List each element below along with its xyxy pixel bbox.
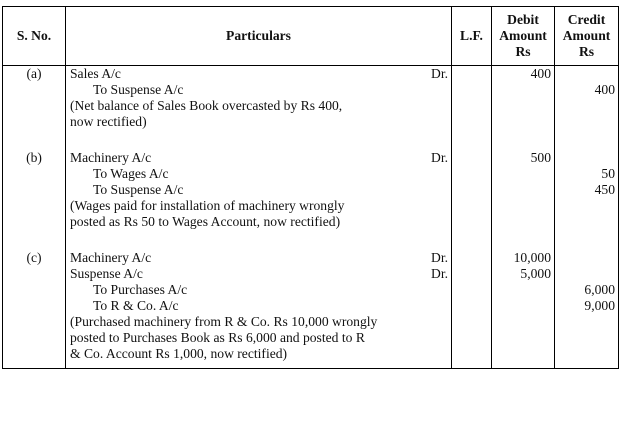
sno-label: (b) [26,150,42,165]
dr-label: Dr. [431,66,448,81]
credit-amount: 9,000 [584,298,615,313]
credit-amount: 50 [601,166,615,181]
entry-lf [452,250,492,369]
sno-label: (c) [26,250,42,265]
entry-credit-amounts [555,66,619,151]
header-lf: L.F. [452,7,492,66]
header-debit-line2: Amount [499,28,547,43]
debit-account-line [70,66,451,82]
journal-entry-a [3,66,619,151]
journal-entry-c [3,250,619,369]
narration-line: (Purchased machinery from R & Co. Rs 10,000 wrongly [70,314,378,329]
header-particulars: Particulars [66,7,452,66]
credit-account: To Wages A/c [93,166,169,181]
debit-amount: 400 [530,66,551,81]
entry-credit-amounts [555,150,619,250]
entry-credit-amounts [555,250,619,369]
header-credit-amount [555,7,619,66]
entry-debit-amounts [492,150,555,250]
header-debit-line1: Debit [507,12,539,27]
header-row [3,7,619,66]
entry-sno [3,250,66,369]
journal-entry-b [3,150,619,250]
entry-lf [452,66,492,151]
narration-line: posted as Rs 50 to Wages Account, now rectified) [70,214,341,229]
dr-label: Dr. [431,266,448,281]
journal-table [2,6,619,369]
debit-account: Sales A/c [70,66,121,81]
entry-sno [3,150,66,250]
header-debit-amount [492,7,555,66]
entry-particulars [66,66,452,151]
credit-amount: 450 [594,182,615,197]
credit-account: To Suspense A/c [93,182,184,197]
debit-account-line [70,266,451,282]
narration-line: now rectified) [70,114,147,129]
credit-account: To Purchases A/c [93,282,188,297]
narration-line: & Co. Account Rs 1,000, now rectified) [70,346,288,361]
debit-amount: 5,000 [520,266,551,281]
credit-amount: 6,000 [584,282,615,297]
header-credit-line3: Rs [578,44,595,59]
header-credit-line1: Credit [567,12,606,27]
debit-amount: 10,000 [513,250,551,265]
header-credit-line2: Amount [562,28,611,43]
entry-debit-amounts [492,66,555,151]
header-debit-line3: Rs [515,44,531,59]
credit-account: To R & Co. A/c [93,298,179,313]
entry-particulars [66,250,452,369]
narration-line: (Wages paid for installation of machinery wrongly [70,198,345,213]
header-sno: S. No. [3,7,66,66]
debit-amount: 500 [530,150,551,165]
credit-amount: 400 [594,82,615,97]
dr-label: Dr. [431,250,448,265]
credit-account: To Suspense A/c [93,82,184,97]
dr-label: Dr. [431,150,448,165]
entry-debit-amounts [492,250,555,369]
narration-line: (Net balance of Sales Book overcasted by Rs 400, [70,98,343,113]
debit-account: Suspense A/c [70,266,143,281]
debit-account: Machinery A/c [70,150,152,165]
debit-account: Machinery A/c [70,250,152,265]
entry-sno [3,66,66,151]
entry-lf [452,150,492,250]
debit-account-line [70,250,451,266]
entry-particulars [66,150,452,250]
sno-label: (a) [26,66,42,81]
narration-line: posted to Purchases Book as Rs 6,000 and posted to R [70,330,365,345]
debit-account-line [70,150,451,166]
